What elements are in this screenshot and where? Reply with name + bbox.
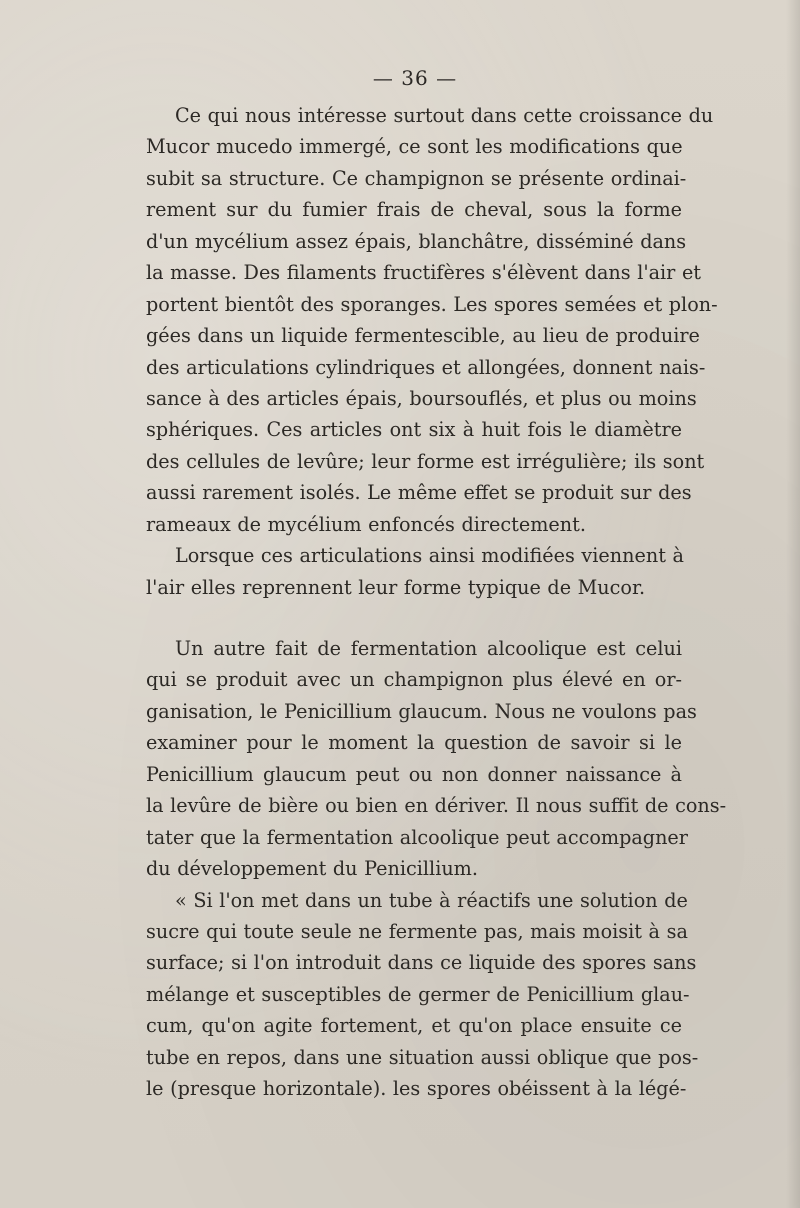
- body-text: [146, 100, 727, 1105]
- text-line: subit sa structure. Ce champignon se présente ordinai-: [146, 166, 687, 190]
- text-line: la levûre de bière ou bien en dériver. Il nous suffit de cons-: [146, 794, 727, 818]
- text-line: sance à des articles épais, boursouflés, et plus ou moins: [146, 386, 697, 410]
- section-gap: [146, 603, 682, 633]
- text-line: sucre qui toute seule ne fermente pas, mais moisit à sa: [146, 919, 688, 943]
- text-line: tube en repos, dans une situation aussi oblique que pos-: [146, 1045, 699, 1069]
- text-line: l'air elles reprennent leur forme typique de Mucor.: [146, 575, 646, 599]
- text-line: Un autre fait de fermentation alcoolique est celui: [175, 637, 682, 660]
- text-line: qui se produit avec un champignon plus élevé en or-: [146, 668, 682, 692]
- text-line: le (presque horizontale). les spores obéissent à la légé-: [146, 1077, 687, 1101]
- text-line: tater que la fermentation alcoolique peut accompagner: [146, 825, 688, 849]
- text-line: ganisation, le Penicillium glaucum. Nous ne voulons pas: [146, 699, 697, 723]
- text-line: surface; si l'on introduit dans ce liquide des spores sans: [146, 951, 697, 975]
- text-line: « Si l'on met dans un tube à réactifs une solution de: [175, 888, 688, 912]
- text-line: Mucor mucedo immergé, ce sont les modifications que: [146, 135, 683, 159]
- text-line: cum, qu'on agite fortement, et qu'on place ensuite ce: [146, 1014, 682, 1038]
- text-line: aussi rarement isolés. Le même effet se produit sur des: [146, 481, 692, 505]
- text-line: rameaux de mycélium enfoncés directement.: [146, 512, 586, 536]
- text-line: mélange et susceptibles de germer de Penicillium glau-: [146, 982, 690, 1006]
- text-line: d'un mycélium assez épais, blanchâtre, disséminé dans: [146, 229, 687, 253]
- text-line: portent bientôt des sporanges. Les spores semées et plon-: [146, 292, 718, 316]
- text-line: gées dans un liquide fermentescible, au lieu de produire: [146, 324, 700, 348]
- text-line: examiner pour le moment la question de savoir si le: [146, 731, 682, 755]
- paragraph: [146, 885, 699, 1105]
- text-line: Penicillium glaucum peut ou non donner naissance à: [146, 762, 682, 786]
- text-line: sphériques. Ces articles ont six à huit fois le diamètre: [146, 418, 682, 442]
- text-line: rement sur du fumier frais de cheval, sous la forme: [146, 198, 682, 222]
- text-line: des articulations cylindriques et allongées, donnent nais-: [146, 355, 706, 379]
- text-line: la masse. Des filaments fructifères s'élèvent dans l'air et: [146, 261, 702, 285]
- text-line: Lorsque ces articulations ainsi modifiées viennent à: [175, 544, 684, 568]
- paragraph: [146, 633, 727, 885]
- page-number: — 36 —: [372, 66, 458, 90]
- text-line: du développement du Penicillium.: [146, 857, 478, 881]
- text-line: des cellules de levûre; leur forme est irrégulière; ils sont: [146, 449, 705, 473]
- paragraph: [146, 540, 682, 603]
- paragraph: [146, 100, 718, 540]
- text-line: Ce qui nous intéresse surtout dans cette croissance du: [175, 104, 714, 127]
- page-edge-shadow: [786, 0, 800, 1208]
